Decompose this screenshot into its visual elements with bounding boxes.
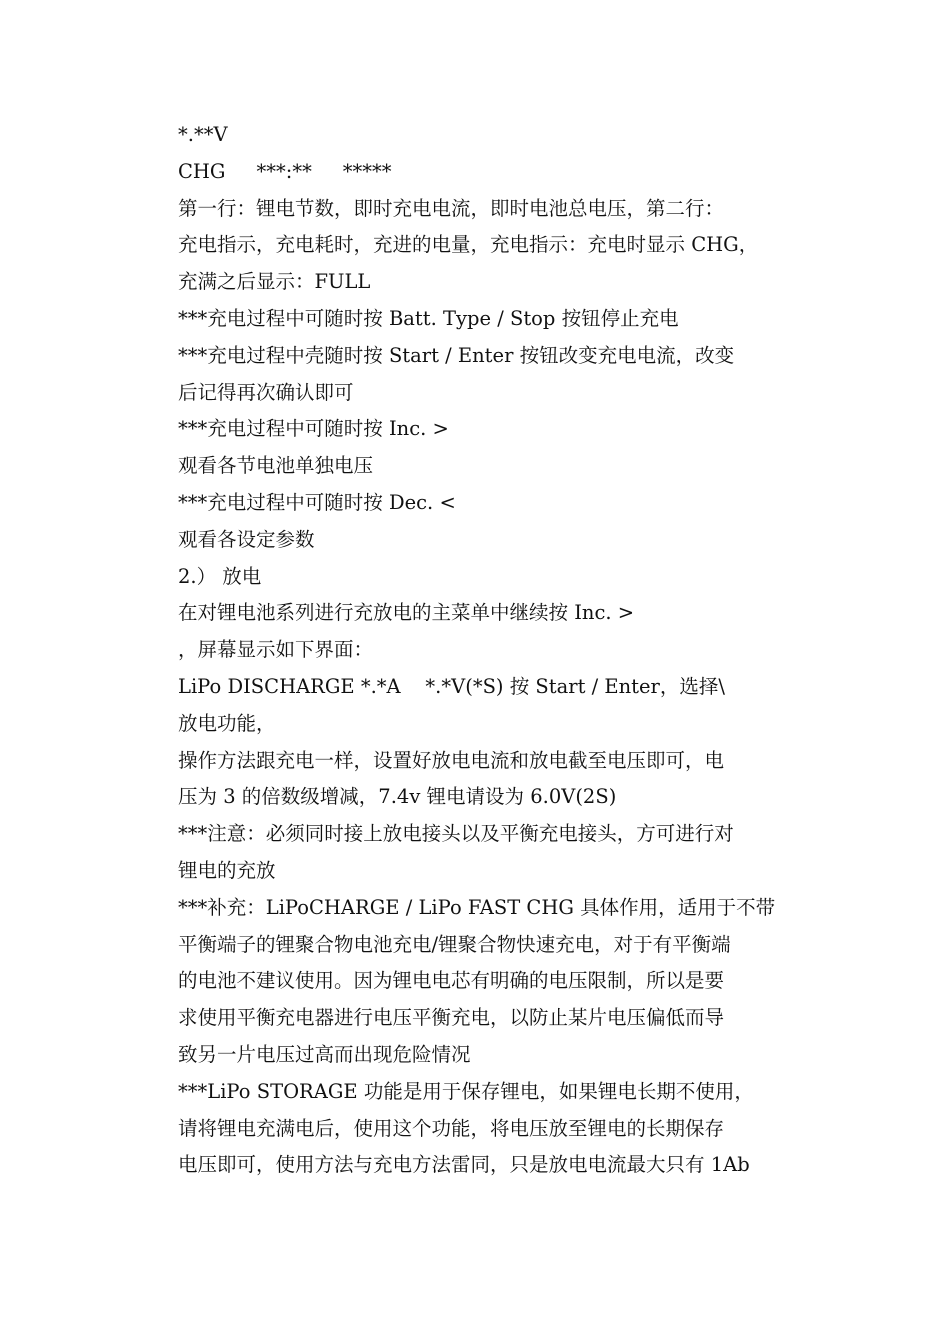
text-line: 后记得再次确认即可 — [178, 380, 354, 404]
text-line: ***充电过程中壳随时按 Start / Enter 按钮改变充电电流，改变 — [178, 343, 735, 367]
text-line: 放电功能， — [178, 711, 276, 735]
text-line: ***充电过程中可随时按 Batt. Type / Stop 按钮停止充电 — [178, 306, 679, 330]
text-line: *.**V — [178, 123, 228, 146]
text-line: 请将锂电充满电后，使用这个功能，将电压放至锂电的长期保存 — [178, 1116, 725, 1140]
text-line: 求使用平衡充电器进行电压平衡充电，以防止某片电压偏低而导 — [178, 1006, 725, 1030]
section-heading: 2.） 放电 — [178, 564, 262, 588]
text-line: ***补充：LiPoCHARGE / LiPo FAST CHG 具体作用，适用于不带 — [178, 895, 776, 919]
text-line: ***充电过程中可随时按 Inc. > — [178, 417, 449, 441]
text-line: 第一行：锂电节数，即时充电电流，即时电池总电压，第二行： — [178, 196, 725, 220]
text-line: 平衡端子的锂聚合物电池充电/锂聚合物快速充电，对于有平衡端 — [178, 932, 731, 956]
text-line: 电压即可，使用方法与充电方法雷同，只是放电电流最大只有 1Ab — [178, 1153, 750, 1177]
text-line: 操作方法跟充电一样，设置好放电电流和放电截至电压即可，电 — [178, 748, 725, 772]
text-line: 在对锂电池系列进行充放电的主菜单中继续按 Inc. > — [178, 601, 635, 625]
text-line: ***LiPo STORAGE 功能是用于保存锂电，如果锂电长期不使用， — [178, 1079, 754, 1103]
text-line: ***充电过程中可随时按 Dec. < — [178, 490, 456, 514]
text-line: 充电指示，充电耗时，充进的电量，充电指示：充电时显示 CHG， — [178, 233, 759, 257]
text-line: 观看各节电池单独电压 — [178, 454, 374, 478]
text-line: 观看各设定参数 — [178, 527, 315, 551]
text-line: ***注意：必须同时接上放电接头以及平衡充电接头，方可进行对 — [178, 822, 734, 846]
text-line: ，屏幕显示如下界面： — [178, 638, 374, 662]
text-line: 压为 3 的倍数级增减，7.4v 锂电请设为 6.0V(2S) — [178, 785, 617, 809]
text-line: 的电池不建议使用。因为锂电电芯有明确的电压限制，所以是要 — [178, 969, 725, 993]
document-page — [178, 117, 810, 1184]
text-line: 锂电的充放 — [178, 858, 276, 882]
text-line: CHG ***:** ***** — [178, 159, 392, 183]
text-line: 充满之后显示：FULL — [178, 270, 371, 294]
text-line: LiPo DISCHARGE *.*A *.*V(*S) 按 Start / Enter，选择\ — [178, 674, 725, 698]
text-line: 致另一片电压过高而出现危险情况 — [178, 1042, 471, 1066]
